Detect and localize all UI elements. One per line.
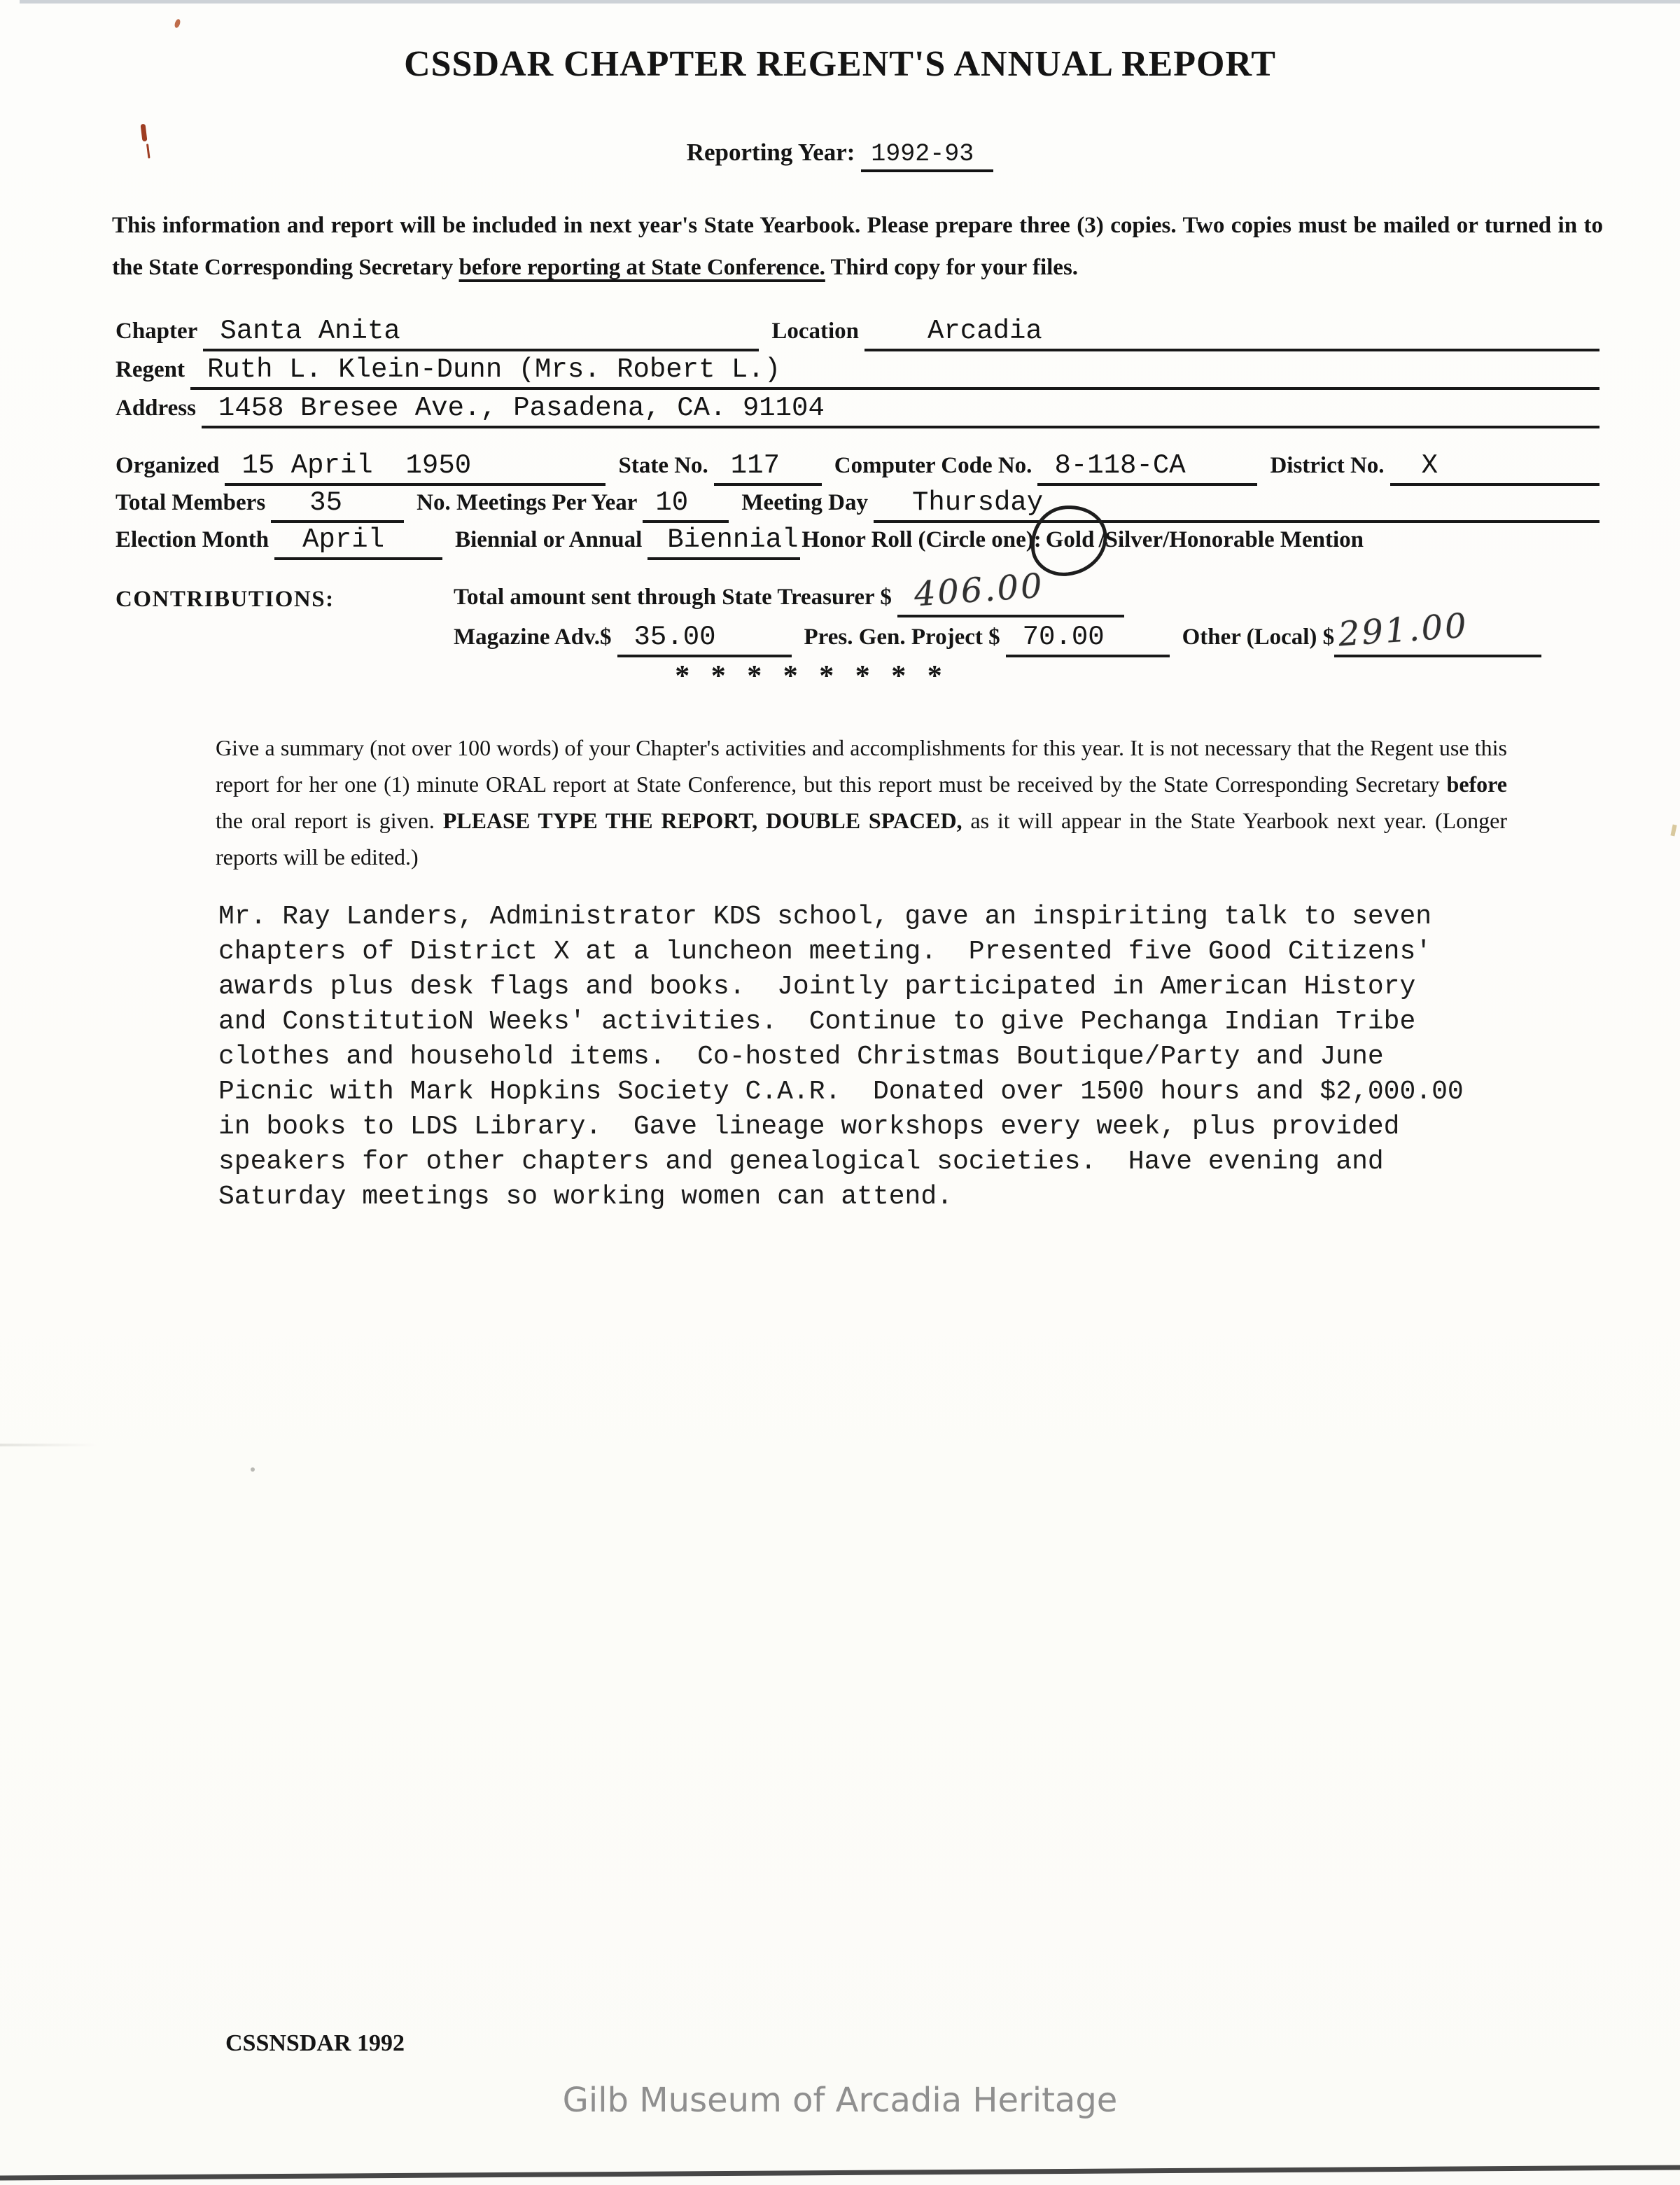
honor-roll-gold-circled <box>1042 522 1099 557</box>
form-row-regent <box>115 352 1600 390</box>
intro-text: Third copy for your files. <box>825 255 1079 280</box>
scan-top-edge <box>20 0 1680 4</box>
summary-line: clothes and household items. Co-hosted Christmas Boutique/Party and June <box>218 1042 1384 1072</box>
archive-watermark: Gilb Museum of Arcadia Heritage <box>562 2081 1118 2120</box>
instructions-bold: PLEASE TYPE THE REPORT, DOUBLE SPACED, <box>442 808 962 833</box>
scan-speck <box>1670 825 1676 837</box>
honor-roll-options: /Silver/Honorable Mention <box>1098 527 1364 552</box>
meeting-day-value: Thursday <box>911 487 1044 518</box>
meeting-day-field <box>874 485 1600 523</box>
biennial-label: Biennial or Annual <box>455 527 643 552</box>
ink-speck <box>174 18 181 29</box>
biennial-field <box>648 522 800 560</box>
regent-label: Regent <box>115 357 185 382</box>
reporting-year-row <box>0 139 1680 168</box>
summary-line: Mr. Ray Landers, Administrator KDS school, gave an inspiriting talk to seven <box>218 902 1432 932</box>
state-no-value: 117 <box>730 450 780 481</box>
project-value: 70.00 <box>1022 622 1105 652</box>
summary-line: speakers for other chapters and genealogical societies. Have evening and <box>218 1147 1384 1177</box>
project-field <box>1006 620 1170 657</box>
scan-bottom-edge <box>0 2165 1680 2180</box>
meeting-day-label: Meeting Day <box>741 490 868 515</box>
instructions-text: as it will appear in the State Yearbook next year. (Longer reports will be edited.) <box>216 808 1508 870</box>
other-value-handwritten: 291.00 <box>1337 606 1470 655</box>
honor-roll-label: Honor Roll (Circle one): <box>802 527 1042 552</box>
treasurer-value-handwritten: 406.00 <box>912 566 1046 615</box>
total-members-field <box>271 485 404 523</box>
honor-roll-gold-text: Gold <box>1045 527 1095 552</box>
summary-line: awards plus desk flags and books. Jointly participated in American History <box>218 972 1416 1002</box>
total-members-value: 35 <box>309 487 342 518</box>
asterisk-separator: * * * * * * * * <box>675 660 949 692</box>
election-month-value: April <box>302 524 385 555</box>
instructions-bold: before <box>1446 772 1507 797</box>
summary-line: Picnic with Mark Hopkins Society C.A.R. Donated over 1500 hours and $2,000.00 <box>218 1077 1464 1107</box>
instructions-text: Give a summary (not over 100 words) of your Chapter's activities and accomplishments for this year. It is not necessary that the Regent use this report for her one (1) minute ORAL report at State Conference, but this report must be received by the State Corresponding Secretary <box>216 735 1507 797</box>
form-row-chapter <box>115 314 1600 351</box>
meetings-per-year-field <box>643 485 729 523</box>
summary-line: and ConstitutioN Weeks' activities. Continue to give Pechanga Indian Tribe <box>218 1007 1416 1037</box>
biennial-value: Biennial <box>667 524 799 555</box>
location-value: Arcadia <box>927 316 1042 347</box>
summary-instructions <box>216 730 1507 875</box>
form-code: CSSNSDAR 1992 <box>225 2030 405 2056</box>
district-no-label: District No. <box>1270 453 1385 478</box>
intro-text: This information and report will be included in next year's State Yearbook. Please prepare three (3) copies. Two copies must be mailed or turned in to the State Corresponding Secretary <box>112 213 1603 280</box>
other-label: Other (Local) $ <box>1182 624 1335 650</box>
organized-value: 15 April 1950 <box>241 450 472 481</box>
contributions-detail-row <box>454 606 1554 657</box>
form-row-address <box>115 391 1600 428</box>
summary-line: Saturday meetings so working women can attend. <box>218 1182 953 1212</box>
other-field <box>1334 606 1541 657</box>
paper-crease <box>0 1444 98 1446</box>
instructions-text: the oral report is given. <box>216 808 443 833</box>
magazine-field <box>617 620 792 657</box>
scan-speck <box>251 1467 255 1472</box>
contributions-heading: CONTRIBUTIONS: <box>115 587 335 612</box>
chapter-summary <box>218 900 1464 1215</box>
computer-code-value: 8-118-CA <box>1054 450 1186 481</box>
magazine-value: 35.00 <box>634 622 716 652</box>
project-label: Pres. Gen. Project $ <box>804 624 1000 650</box>
summary-line: chapters of District X at a luncheon meeting. Presented five Good Citizens' <box>218 937 1432 967</box>
chapter-label: Chapter <box>115 319 198 344</box>
computer-code-label: Computer Code No. <box>834 453 1032 478</box>
address-value: 1458 Bresee Ave., Pasadena, CA. 91104 <box>218 393 825 424</box>
regent-value: Ruth L. Klein-Dunn (Mrs. Robert L.) <box>206 354 781 385</box>
page-title: CSSDAR CHAPTER REGENT'S ANNUAL REPORT <box>404 44 1276 84</box>
form-row-members <box>115 485 1600 523</box>
form-row-organized <box>115 448 1600 486</box>
reporting-year-label: Reporting Year: <box>686 139 855 166</box>
address-field <box>202 391 1600 428</box>
magazine-label: Magazine Adv.$ <box>454 624 612 650</box>
intro-emphasis: before reporting at State Conference. <box>458 255 825 280</box>
form-row-election <box>115 522 1600 560</box>
treasurer-label: Total amount sent through State Treasurer $ <box>454 585 892 610</box>
district-no-value: X <box>1421 450 1438 481</box>
election-month-field <box>274 522 442 560</box>
address-label: Address <box>115 396 196 421</box>
chapter-field <box>203 314 759 351</box>
summary-line: in books to LDS Library. Gave lineage workshops every week, plus provided <box>218 1112 1400 1142</box>
organized-field <box>225 448 606 486</box>
total-members-label: Total Members <box>115 490 266 515</box>
meetings-per-year-value: 10 <box>655 487 689 518</box>
district-no-field <box>1390 448 1600 486</box>
regent-field <box>190 352 1600 390</box>
contributions-treasurer-row <box>454 566 1137 617</box>
treasurer-field <box>897 566 1124 617</box>
location-label: Location <box>771 319 859 344</box>
computer-code-field <box>1037 448 1257 486</box>
organized-label: Organized <box>115 453 220 478</box>
meetings-per-year-label: No. Meetings Per Year <box>416 490 638 515</box>
election-month-label: Election Month <box>115 527 270 552</box>
location-field <box>864 314 1600 351</box>
intro-paragraph <box>112 204 1603 288</box>
reporting-year-value: 1992-93 <box>861 140 993 172</box>
state-no-field <box>714 448 822 486</box>
chapter-value: Santa Anita <box>220 316 400 347</box>
state-no-label: State No. <box>618 453 708 478</box>
